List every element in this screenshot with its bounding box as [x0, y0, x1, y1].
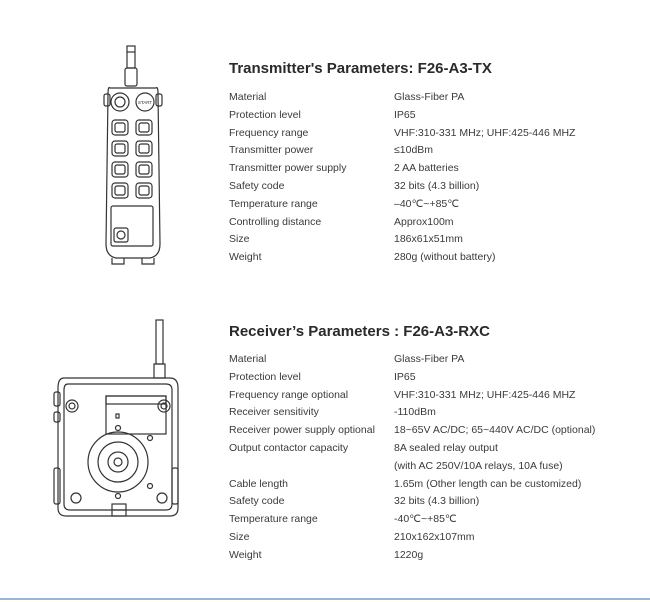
parameter-value: Glass-Fiber PA [394, 353, 465, 365]
parameter-row [229, 460, 629, 478]
parameter-row [229, 109, 629, 127]
parameter-row [229, 371, 629, 389]
parameter-value: 1220g [394, 548, 424, 561]
parameter-label: Transmitter power supply [229, 162, 347, 175]
parameter-value: 18~65V AC/DC; 65~440V AC/DC (optional) [394, 424, 596, 437]
parameter-label: Material [229, 353, 267, 365]
parameter-value: IP65 [394, 108, 416, 121]
parameter-label: Protection level [229, 370, 301, 383]
parameter-value: -40℃~+85℃ [394, 513, 457, 526]
bottom-divider [0, 598, 650, 600]
transmitter-illustration [100, 44, 166, 270]
receiver-illustration [52, 318, 182, 528]
parameter-label: Receiver sensitivity [229, 406, 319, 419]
parameter-row [229, 353, 629, 371]
parameter-value: VHF:310-331 MHz; UHF:425-446 MHZ [394, 388, 576, 401]
parameter-value: Approx100m [394, 215, 454, 228]
parameter-row [229, 495, 629, 513]
parameter-label: Safety code [229, 180, 285, 192]
parameter-row [229, 424, 629, 442]
parameter-value: –40℃~+85℃ [394, 197, 460, 210]
parameter-label: Frequency range [229, 126, 309, 139]
parameter-row [229, 442, 629, 460]
parameter-label: Controlling distance [229, 215, 322, 228]
parameter-row [229, 144, 629, 162]
parameter-value: 210x162x107mm [394, 531, 475, 543]
parameter-row [229, 162, 629, 180]
parameter-value: 2 AA batteries [394, 162, 459, 175]
parameter-row [229, 549, 629, 567]
parameter-label: Safety code [229, 495, 285, 508]
parameter-row [229, 389, 629, 407]
parameter-value: VHF:310-331 MHz; UHF:425-446 MHZ [394, 126, 576, 139]
parameter-value: Glass-Fiber PA [394, 91, 465, 103]
parameter-value: 32 bits (4.3 billion) [394, 495, 480, 508]
parameter-row [229, 513, 629, 531]
parameter-row [229, 127, 629, 145]
parameter-label: Temperature range [229, 513, 318, 526]
parameter-label: Temperature range [229, 197, 318, 210]
start-button-label: START [137, 100, 153, 105]
parameter-value: 1.65m (Other length can be customized) [394, 477, 582, 490]
parameter-row [229, 406, 629, 424]
parameter-row [229, 531, 629, 549]
parameter-row [229, 180, 629, 198]
parameter-value: 280g (without battery) [394, 251, 496, 264]
parameter-label: Protection level [229, 108, 301, 121]
parameter-value: 186x61x51mm [394, 233, 463, 246]
parameter-label: Size [229, 531, 250, 543]
parameter-label: Weight [229, 548, 262, 561]
parameter-row [229, 233, 629, 251]
parameter-row [229, 198, 629, 216]
parameter-value: 8A sealed relay output [394, 442, 498, 454]
parameter-value: -110dBm [394, 406, 436, 419]
parameter-value: (with AC 250V/10A relays, 10A fuse) [394, 459, 563, 472]
parameter-label: Output contactor capacity [229, 442, 349, 454]
parameter-value: IP65 [394, 370, 416, 383]
parameter-label: Size [229, 233, 250, 246]
receiver-title: Receiver’s Parameters : F26-A3-RXC [229, 323, 490, 340]
parameter-label: Receiver power supply optional [229, 424, 375, 437]
parameter-label: Weight [229, 251, 262, 264]
parameter-label: Material [229, 91, 267, 103]
parameter-label: Cable length [229, 477, 288, 490]
parameter-label: Frequency range optional [229, 388, 349, 401]
parameter-label: Transmitter power [229, 144, 314, 157]
parameter-value: ≤10dBm [394, 144, 434, 157]
parameter-row [229, 91, 629, 109]
parameter-value: 32 bits (4.3 billion) [394, 180, 480, 192]
parameter-row [229, 216, 629, 234]
transmitter-title: Transmitter's Parameters: F26-A3-TX [229, 60, 492, 77]
parameter-row [229, 251, 629, 269]
parameter-row [229, 478, 629, 496]
